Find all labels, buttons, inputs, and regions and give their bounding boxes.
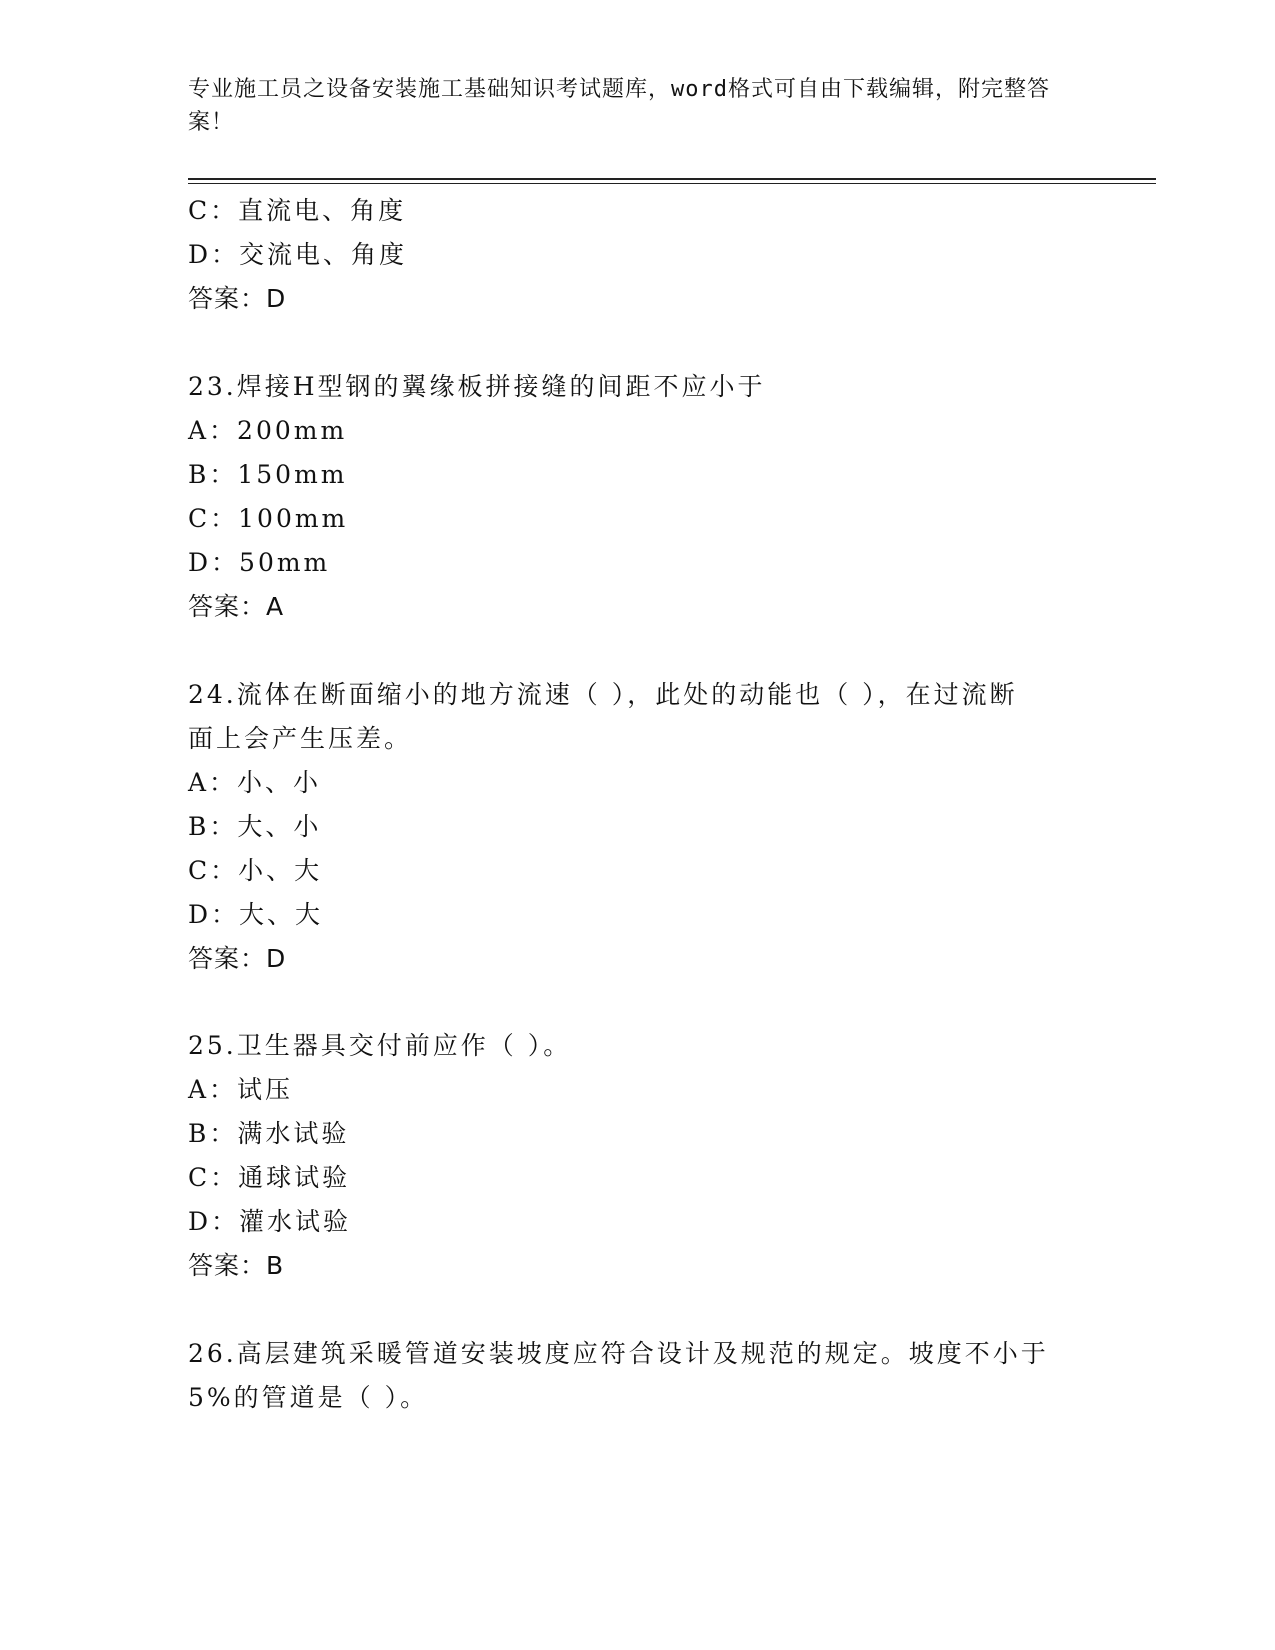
option-d: D：交流电、角度 [188,240,408,269]
option-c: C：直流电、角度 [188,196,407,225]
option-d: D：大、大 [188,900,324,929]
header-divider-thin [188,183,1156,184]
answer-line: 答案：D [188,944,287,973]
option-b: B：150mm [188,460,348,489]
answer-line: 答案：A [188,592,285,621]
question-26: 26.高层建筑采暖管道安装坡度应符合设计及规范的规定。坡度不小于 [188,1339,1049,1368]
option-a: A：小、小 [188,768,322,797]
question-24-continued: 面上会产生压差。 [188,724,413,753]
option-c: C：100mm [188,504,349,533]
question-23: 23.焊接H型钢的翼缘板拼接缝的间距不应小于 [188,372,766,401]
option-d: D：灌水试验 [188,1207,352,1236]
answer-line: 答案：D [188,284,287,313]
question-26-continued: 5%的管道是（ ）。 [188,1383,429,1412]
option-b: B：满水试验 [188,1119,350,1148]
option-b: B：大、小 [188,812,322,841]
question-25: 25.卫生器具交付前应作（ ）。 [188,1031,572,1060]
option-a: A：200mm [188,416,348,445]
answer-line: 答案：B [188,1251,285,1280]
option-a: A：试压 [188,1075,294,1104]
option-c: C：通球试验 [188,1163,351,1192]
option-d: D：50mm [188,548,331,577]
document-header: 专业施工员之设备安装施工基础知识考试题库，word格式可自由下载编辑，附完整答案！ [188,77,1050,135]
option-c: C：小、大 [188,856,323,885]
header-divider-thick [188,178,1156,180]
question-24: 24.流体在断面缩小的地方流速（ ），此处的动能也（ ），在过流断 [188,680,1018,709]
